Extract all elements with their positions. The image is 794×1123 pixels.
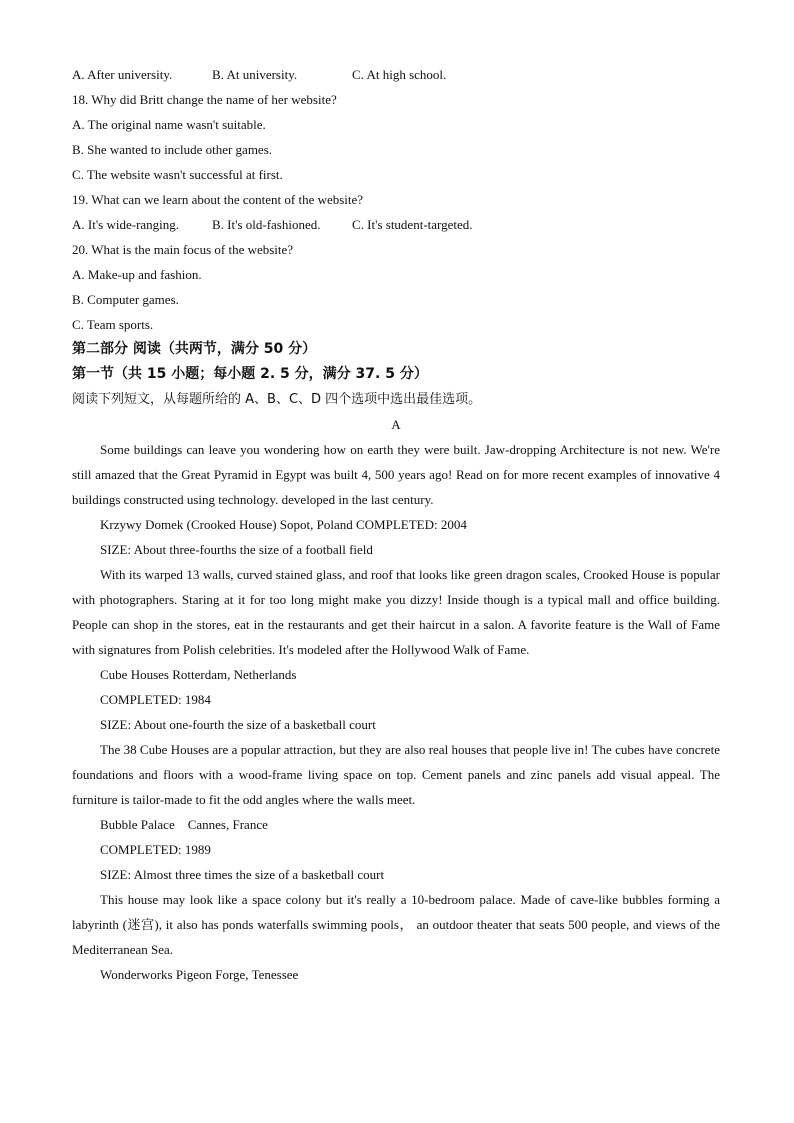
- q17-option-c: C. At high school.: [352, 67, 447, 82]
- q17-option-b: B. At university.: [212, 67, 298, 82]
- q18-option-b: B. She wanted to include other games.: [72, 142, 273, 157]
- q18-question: 18. Why did Britt change the name of her website?: [72, 92, 337, 107]
- crooked-house-text: With its warped 13 walls, curved stained glass, and roof that looks like green dragon scales, Crooked House is popular with photographers. Staring at it for too long might make you dizzy! Inside though is a typical mall and office building. People can shop in the stores, eat in the restaurants and get their haircut in a salon. A favorite feature is the Wall of Fame with signatures from Polish celebrities. It's modeled after the Hollywood Walk of Fame.: [72, 567, 720, 657]
- bubble-palace-text: This house may look like a space colony but it's really a 10-bedroom palace. Made of cave-like bubbles forming a labyrinth (迷宫), it also has ponds waterfalls swimming pools， an outdoor theater that seats 500 people, and views of the Mediterranean Sea.: [72, 892, 720, 957]
- cube-houses-completed: COMPLETED: 1984: [100, 692, 211, 707]
- q19-option-b: B. It's old-fashioned.: [212, 217, 321, 232]
- wonderworks-title: Wonderworks Pigeon Forge, Tenessee: [100, 967, 299, 982]
- document-page: [72, 62, 720, 987]
- bubble-palace-size: SIZE: Almost three times the size of a basketball court: [100, 867, 385, 882]
- q17-option-a: A. After university.: [72, 67, 173, 82]
- section2-heading: 第二部分 阅读（共两节，满分 50 分）: [72, 341, 317, 357]
- q18-option-a: A. The original name wasn't suitable.: [72, 117, 266, 132]
- section1-heading: 第一节（共 15 小题；每小题 2. 5 分，满分 37. 5 分）: [72, 366, 428, 382]
- bubble-palace-completed: COMPLETED: 1989: [100, 842, 211, 857]
- q18-option-c: C. The website wasn't successful at first.: [72, 167, 283, 182]
- q20-option-a: A. Make-up and fashion.: [72, 267, 202, 282]
- q20-option-c: C. Team sports.: [72, 317, 154, 332]
- q19-question: 19. What can we learn about the content of the website?: [72, 192, 364, 207]
- q19-options: [72, 212, 720, 237]
- q19-option-a: A. It's wide-ranging.: [72, 217, 180, 232]
- q19-option-c: C. It's student-targeted.: [352, 217, 473, 232]
- passage-intro: Some buildings can leave you wondering how on earth they were built. Jaw-dropping Architecture is not new. We're still amazed that the Great Pyramid in Egypt was built 4, 500 years ago! Read on for more recent examples of innovative 4 buildings constructed using technology. developed in the last century.: [72, 442, 720, 507]
- q20-option-b: B. Computer games.: [72, 292, 179, 307]
- reading-instruction: 阅读下列短文，从每题所给的 A、B、C、D 四个选项中选出最佳选项。: [72, 392, 482, 407]
- crooked-house-title: Krzywy Domek (Crooked House) Sopot, Poland COMPLETED: 2004: [100, 517, 467, 532]
- q20-question: 20. What is the main focus of the website?: [72, 242, 294, 257]
- bubble-palace-title: Bubble Palace Cannes, France: [100, 817, 268, 832]
- cube-houses-title: Cube Houses Rotterdam, Netherlands: [100, 667, 297, 682]
- cube-houses-text: The 38 Cube Houses are a popular attraction, but they are also real houses that people live in! The cubes have concrete foundations and floors with a wood-frame living space on top. Cement panels and zinc panels add visual appeal. The furniture is tailor-made to fit the odd angles where the walls meet.: [72, 742, 720, 807]
- cube-houses-size: SIZE: About one-fourth the size of a basketball court: [100, 717, 376, 732]
- passage-label: A: [391, 417, 401, 432]
- crooked-house-size: SIZE: About three-fourths the size of a football field: [100, 542, 373, 557]
- q17-options: [72, 62, 720, 87]
